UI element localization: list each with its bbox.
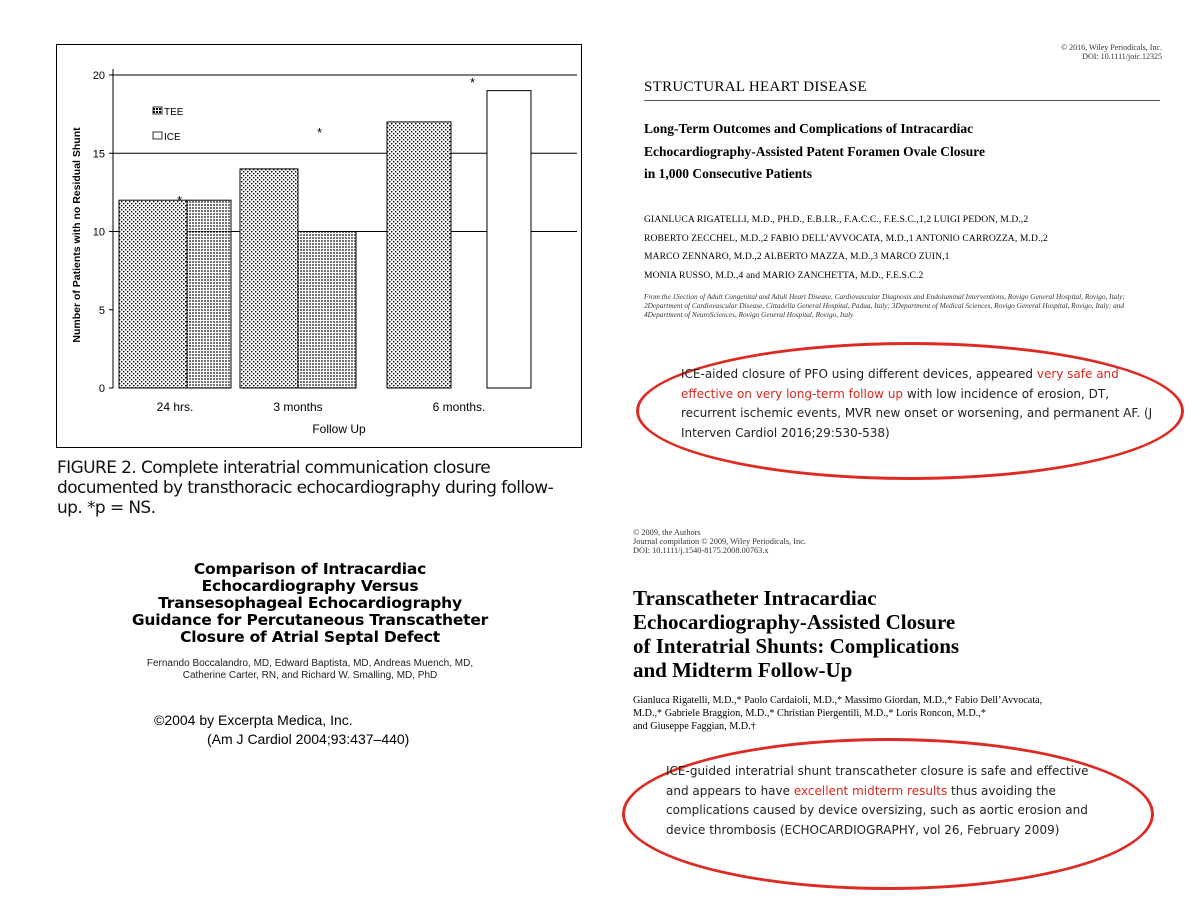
chart-svg <box>57 45 583 449</box>
legend-swatch-ice <box>153 132 162 139</box>
significance-marker: * <box>317 125 323 140</box>
bar-ice <box>187 200 231 388</box>
y-tick-label: 0 <box>98 383 105 395</box>
x-tick-label: 24 hrs. <box>156 400 194 414</box>
title-line: Long-Term Outcomes and Complications of Intracardiac <box>644 121 974 136</box>
summary-text: with low incidence of erosion, DT, recurrent ischemic events, MVR new onset or worsening, and permanent AF. (J Interven Cardiol 2016;29:530-538) <box>681 386 1153 440</box>
y-tick-label: 10 <box>92 226 105 239</box>
section-divider <box>644 100 1160 101</box>
article-2009-title <box>633 586 959 682</box>
title-line: Transesophageal Echocardiography <box>158 594 462 612</box>
section-heading: STRUCTURAL HEART DISEASE <box>644 79 867 95</box>
article-2004-authors <box>110 658 510 682</box>
author-line: GIANLUCA RIGATELLI, M.D., PH.D., E.B.I.R., F.A.C.C., F.E.S.C.,1,2 LUIGI PEDON, M.D.,2 <box>644 214 1029 225</box>
title-line: of Interatrial Shunts: Complications <box>633 634 960 658</box>
copyright-line: © 2009, the Authors <box>633 528 701 537</box>
author-line: Gianluca Rigatelli, M.D.,* Paolo Cardaioli, M.D.,* Massimo Giordan, M.D.,* Fabio Dell’Avvocata, <box>633 695 1043 706</box>
legend-swatch-tee <box>153 107 162 114</box>
article-2016-copyright <box>1061 43 1162 61</box>
title-line: Guidance for Percutaneous Transcatheter <box>131 611 489 629</box>
x-tick-label: 3 months <box>273 400 323 414</box>
title-line: and Midterm Follow-Up <box>633 658 853 682</box>
legend-label-ice: ICE <box>164 132 181 143</box>
x-tick-label: 6 months. <box>432 400 486 414</box>
summary-highlight: very safe and effective on very long-term follow up <box>681 367 1119 401</box>
title-line: Echocardiography-Assisted Closure <box>633 610 956 634</box>
summary-highlight: excellent midterm results <box>793 783 948 798</box>
bar-tee <box>240 169 298 388</box>
y-tick-label: 5 <box>98 304 105 317</box>
author-line: MARCO ZENNARO, M.D.,2 ALBERTO MAZZA, M.D.,3 MARCO ZUIN,1 <box>644 251 950 262</box>
author-line: ROBERTO ZECCHEL, M.D.,2 FABIO DELL’AVVOCATA, M.D.,1 ANTONIO CARROZZA, M.D.,2 <box>644 232 1048 244</box>
article-2004-copyright: ©2004 by Excerpta Medica, Inc. <box>154 712 353 728</box>
bar-ice <box>487 91 531 388</box>
author-line: Catherine Carter, RN, and Richard W. Smalling, MD, PhD <box>182 670 438 681</box>
figure-2-chart <box>56 44 582 448</box>
legend-label-tee: TEE <box>164 107 184 118</box>
significance-marker: * <box>177 193 183 208</box>
copyright-line: © 2016, Wiley Periodicals, Inc. <box>1061 43 1162 52</box>
y-axis-label: Number of Patients with no Residual Shunt <box>71 127 83 343</box>
article-2016-authors <box>644 211 1164 285</box>
bar-tee <box>387 122 451 388</box>
summary-text: thus avoiding the complications caused by device oversizing, such as aortic erosion and device thrombosis (ECHOCARDIOGRAPHY, vol 26, February 2009) <box>666 783 1088 837</box>
article-2009-authors <box>633 694 1173 733</box>
summary-text: ICE-guided interatrial shunt transcatheter closure is safe and effective and appears to have <box>666 764 1089 798</box>
copyright-line: Journal compilation © 2009, Wiley Periodicals, Inc. <box>633 536 806 546</box>
title-line: Closure of Atrial Septal Defect <box>180 628 440 646</box>
bar-tee <box>119 200 187 388</box>
figure-caption: FIGURE 2. Complete interatrial communication closure documented by transthoracic echocardiography during follow-up. *p = NS. <box>57 458 554 518</box>
summary-text: ICE-aided closure of PFO using different devices, appeared <box>681 367 1037 381</box>
article-2009-copyright <box>633 529 806 555</box>
title-line: Transcatheter Intracardiac <box>633 586 877 610</box>
author-line: and Giuseppe Faggian, M.D.† <box>633 721 756 732</box>
author-line: M.D.,* Gabriele Braggion, M.D.,* Christian Piergentili, M.D.,* Loris Roncon, M.D.,* <box>633 708 986 719</box>
article-2016-affiliations: From the 1Section of Adult Congenital and Adult Heart Disease, Cardiovascular Diagnosis and Endoluminal Interventions, Rovigo General Hospital, Rovigo, Italy; 2Department of Cardiovascular Disease, Cittadella General Hospital, Padua, Italy; 3Department of Medical Sciences, Rovigo General Hospital, Rovigo, Italy; and 4Department of NeuroSciences, Rovigo General Hospital, Rovigo, Italy <box>644 292 1125 319</box>
title-line: in 1,000 Consecutive Patients <box>644 166 812 181</box>
article-2016-title <box>644 118 985 186</box>
author-line: Fernando Boccalandro, MD, Edward Baptista, MD, Andreas Muench, MD, <box>146 658 474 669</box>
x-axis-label: Follow Up <box>312 422 366 436</box>
article-2004-title <box>90 561 530 646</box>
title-line: Echocardiography-Assisted Patent Foramen Ovale Closure <box>644 143 985 159</box>
title-line: Echocardiography Versus <box>201 577 419 595</box>
article-2016-summary <box>681 365 1156 443</box>
article-2009-summary <box>666 762 1106 840</box>
author-line: MONIA RUSSO, M.D.,4 and MARIO ZANCHETTA, M.D., F.E.S.C.2 <box>644 269 924 281</box>
title-line: Comparison of Intracardiac <box>193 560 427 578</box>
y-tick-label: 15 <box>92 148 105 161</box>
y-tick-label: 20 <box>92 70 105 82</box>
doi-line: DOI: 10.1111/j.1540-8175.2008.00763.x <box>633 545 769 555</box>
bar-ice <box>298 232 356 389</box>
article-2004-citation: (Am J Cardiol 2004;93:437–440) <box>207 731 410 747</box>
significance-marker: * <box>470 75 476 90</box>
doi-line: DOI: 10.1111/joic.12325 <box>1082 52 1162 61</box>
